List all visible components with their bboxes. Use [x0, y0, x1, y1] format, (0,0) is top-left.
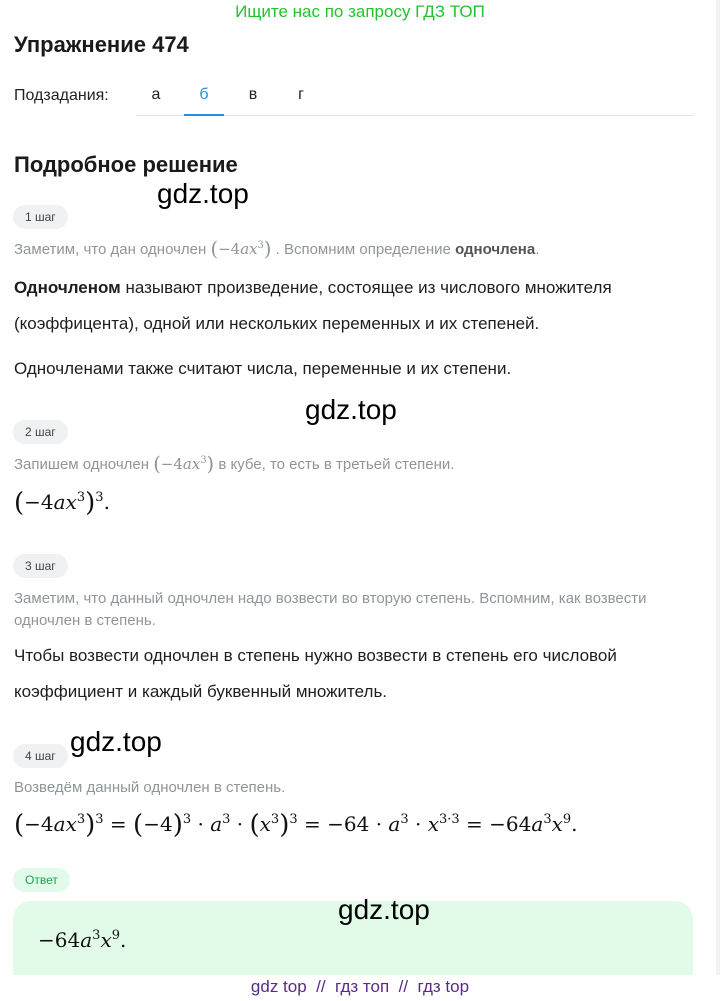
answer-formula: $-64a^3x^9$. [38, 928, 127, 952]
step-1-note: Заметим, что дан одночлен $(-4ax^3)$ . Вспомним определение одночлена. [14, 237, 540, 261]
footer-link-gdz-top-ru[interactable]: гдз топ [335, 977, 390, 996]
watermark: gdz.top [70, 726, 162, 757]
monomial-definition: Одночленом называют произведение, состоящее из числового множителя (коэффицента), одной или нескольких переменных и их степеней. [14, 278, 612, 333]
watermark: gdz.top [157, 178, 249, 209]
step-4-badge: 4 шаг [13, 744, 68, 768]
monomial-formula: $(-4ax^3)$ [153, 452, 215, 476]
tab-b[interactable]: б [184, 80, 224, 116]
monomial-extra: Одночленами также считают числа, переменные и их степени. [14, 359, 512, 378]
footer-link-gdz-top[interactable]: gdz top [250, 977, 307, 996]
footer-link-gdz-top-mixed[interactable]: гдз top [417, 977, 470, 996]
answer-badge: Ответ [13, 868, 70, 892]
subtasks-bar [14, 80, 694, 116]
cube-formula: $(-4ax^3)^3$. [14, 488, 110, 518]
step-2-note: Запишем одночлен $(-4ax^3)$ в кубе, то есть в третьей степени. [14, 452, 455, 476]
tab-g[interactable]: г [298, 86, 304, 103]
watermark: gdz.top [305, 394, 397, 425]
footer-separator: // [316, 977, 326, 996]
footer-links [0, 975, 720, 1001]
tab-v[interactable]: в [248, 86, 258, 103]
subtasks-label: Подзадания: [14, 87, 109, 104]
solution-title: Подробное решение [14, 152, 238, 177]
scrollbar[interactable] [716, 0, 720, 1001]
step-1-badge: 1 шаг [13, 205, 68, 229]
step-4-note: Возведём данный одночлен в степень. [14, 779, 286, 796]
promo-banner: Ищите нас по запросу ГДЗ ТОП [235, 2, 485, 21]
step-3-badge: 3 шаг [13, 554, 68, 578]
page-title: Упражнение 474 [14, 32, 189, 57]
expansion-formula: $(-4ax^3)^3 = (-4)^3 \cdot a^3 \cdot (x^3)^3 = -64 \cdot a^3 \cdot x^{3\cdot 3} = -64a^3x^9$. [14, 810, 578, 840]
power-rule: Чтобы возвести одночлен в степень нужно возвести в степень его числовой коэффициент и каждый буквенный множитель. [14, 646, 617, 701]
monomial-formula: $(-4ax^3)$ [210, 237, 272, 261]
step-3-note: Заметим, что данный одночлен надо возвести во вторую степень. Вспомним, как возвести одночлен в степень. [14, 590, 647, 629]
tab-a[interactable]: а [151, 86, 161, 103]
watermark: gdz.top [338, 894, 430, 925]
footer-separator: // [398, 977, 409, 996]
step-2-badge: 2 шаг [13, 420, 68, 444]
